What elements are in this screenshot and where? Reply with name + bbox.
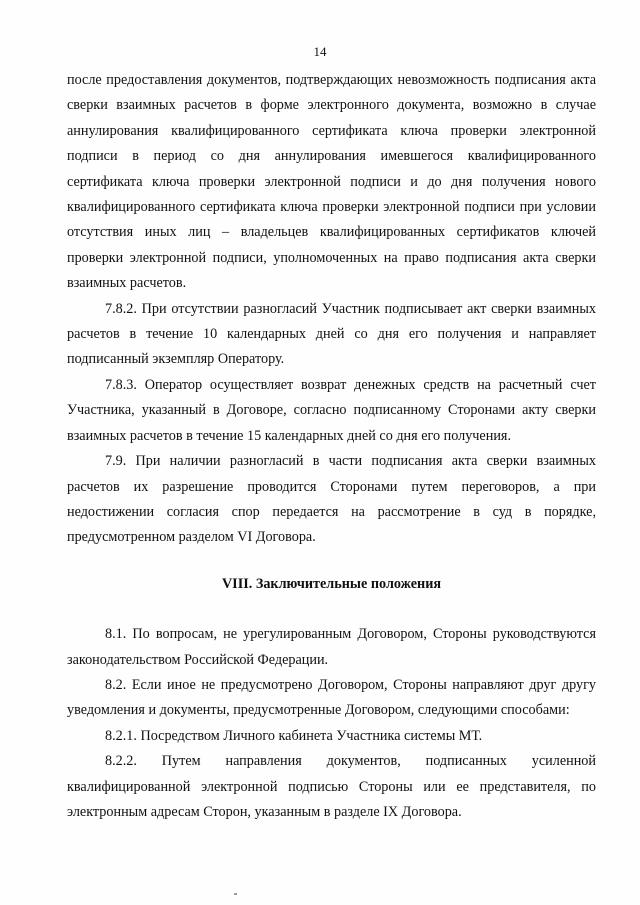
paragraph-7-8-2: 7.8.2. При отсутствии разногласий Участник подписывает акт сверки взаимных расчетов в течение 10 календарных дней со дня его получения и направляет подписанный экземпляр Оператору. (67, 300, 596, 368)
paragraph-7-9: 7.9. При наличии разногласий в части подписания акта сверки взаимных расчетов их разрешение проводится Сторонами путем переговоров, а при недостижении согласия спор передается на рассмотрение в суд в порядке, предусмотренном разделом VI Договора. (67, 453, 596, 546)
paragraph-8-2-2: 8.2.2. Путем направления документов, подписанных усиленной квалифицированной электронной подписью Стороны или ее представителя, по электронным адресам Сторон, указанным в разделе IX Договора. (67, 753, 596, 820)
paragraph-7-8-3: 7.8.3. Оператор осуществляет возврат денежных средств на расчетный счет Участника, указанный в Договоре, согласно подписанному Сторонами акту сверки взаимных расчетов в течение 15 календарных дней со дня его получения. (67, 376, 596, 444)
page-number: 14 (313, 44, 327, 59)
paragraph-8-1: 8.1. По вопросам, не урегулированным Договором, Стороны руководствуются законодательством Российской Федерации. (67, 626, 596, 668)
scan-artifact (234, 893, 237, 895)
document-body (67, 68, 596, 825)
paragraph-continuation: после предоставления документов, подтверждающих невозможность подписания акта сверки взаимных расчетов в форме электронного документа, возможно в случае аннулирования квалифицированного сертификата ключа проверки электронной подписи в период со дня аннулирования имевшегося квалифицированного сертификата ключа проверки электронной подписи и до дня получения нового квалифицированного сертификата ключа проверки электронной подписи при условии отсутствия иных лиц – владельцев квалифицированных сертификатов ключей проверки электронной подписи, уполномоченных на право подписания акта сверки взаимных расчетов. (67, 72, 596, 292)
paragraph-8-2: 8.2. Если иное не предусмотрено Договором, Стороны направляют друг другу уведомления и документы, предусмотренные Договором, следующими способами: (67, 676, 596, 719)
section-heading: VIII. Заключительные положения (221, 575, 442, 592)
paragraph-8-2-1: 8.2.1. Посредством Личного кабинета Участника системы МТ. (105, 727, 483, 744)
